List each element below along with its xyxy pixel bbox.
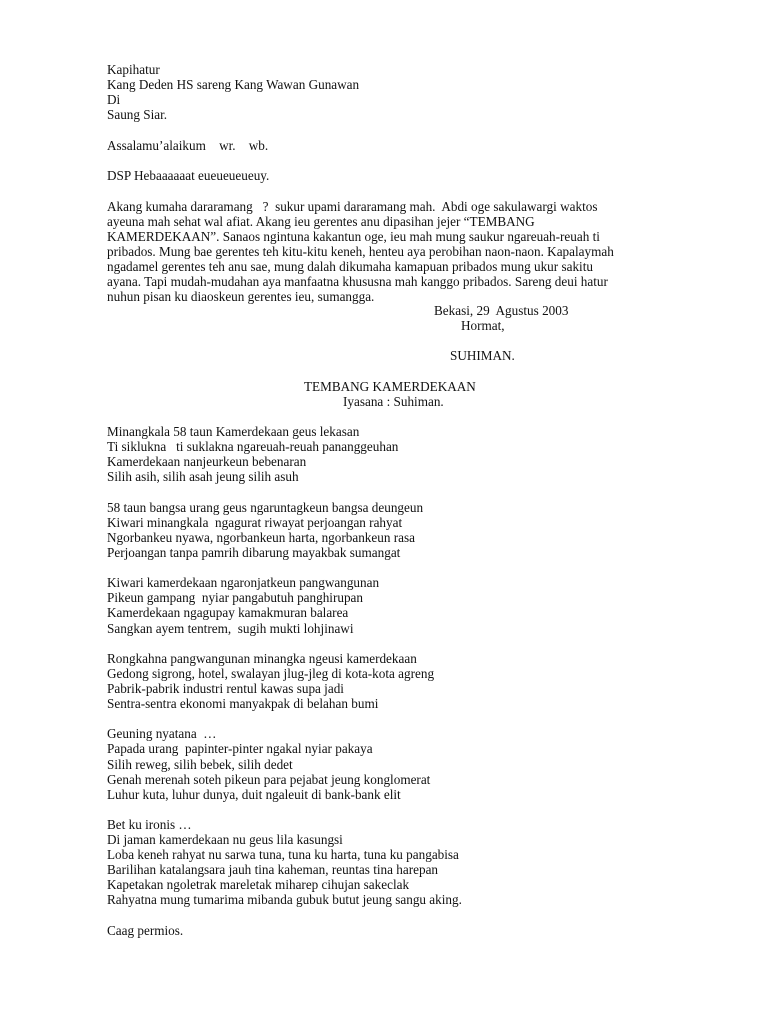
poem-line: Kapetakan ngoletrak mareletak miharep cihujan sakeclak: [107, 877, 410, 892]
poem-line: 58 taun bangsa urang geus ngaruntagkeun bangsa deungeun: [107, 500, 424, 515]
poem-line: Pikeun gampang nyiar pangabutuh panghirupan: [107, 590, 363, 605]
address-line-4: Saung Siar.: [107, 107, 168, 122]
signer-name: SUHIMAN.: [450, 348, 515, 363]
opening-line: DSP Hebaaaaaat eueueueueuy.: [107, 168, 270, 183]
address-line-3: Di: [107, 92, 121, 107]
address-line-1: Kapihatur: [107, 62, 160, 77]
body-line: ngadamel gerentes teh anu sae, mung dalah dikumaha kamapuan pribados mung ukur sakitu: [107, 259, 593, 274]
address-line-2: Kang Deden HS sareng Kang Wawan Gunawan: [107, 77, 360, 92]
poem-line: Luhur kuta, luhur dunya, duit ngaleuit di bank-bank elit: [107, 787, 401, 802]
poem-line: Ngorbankeu nyawa, ngorbankeun harta, ngorbankeun rasa: [107, 530, 415, 545]
poem-title: TEMBANG KAMERDEKAAN: [304, 379, 476, 394]
poem-line: Sentra-sentra ekonomi manyakpak di belahan bumi: [107, 696, 379, 711]
poem-author: Iyasana : Suhiman.: [343, 394, 444, 409]
poem-line: Rongkahna pangwangunan minangka ngeusi kamerdekaan: [107, 651, 417, 666]
poem-line: Minangkala 58 taun Kamerdekaan geus lekasan: [107, 424, 360, 439]
poem-line: Bet ku ironis …: [107, 817, 192, 832]
respect-line: Hormat,: [461, 318, 505, 333]
poem-line: Sangkan ayem tentrem, sugih mukti lohjinawi: [107, 621, 354, 636]
body-line: nuhun pisan ku diaoskeun gerentes ieu, sumangga.: [107, 289, 375, 304]
poem-line: Kamerdekaan ngagupay kamakmuran balarea: [107, 605, 349, 620]
poem-line: Silih asih, silih asah jeung silih asuh: [107, 469, 299, 484]
body-line: pribados. Mung bae gerentes teh kitu-kitu keneh, henteu aya perobihan naon-naon. Kapalaymah: [107, 244, 614, 259]
poem-line: Silih reweg, silih bebek, silih dedet: [107, 757, 293, 772]
poem-line: Kiwari kamerdekaan ngaronjatkeun pangwangunan: [107, 575, 380, 590]
greeting: Assalamu’alaikum wr. wb.: [107, 138, 269, 153]
poem-line: Genah merenah soteh pikeun para pejabat jeung konglomerat: [107, 772, 431, 787]
poem-line: Loba keneh rahyat nu sarwa tuna, tuna ku harta, tuna ku pangabisa: [107, 847, 459, 862]
poem-line: Papada urang papinter-pinter ngakal nyiar pakaya: [107, 741, 373, 756]
poem-line: Kiwari minangkala ngagurat riwayat perjoangan rahyat: [107, 515, 403, 530]
poem-line: Gedong sigrong, hotel, swalayan jlug-jleg di kota-kota agreng: [107, 666, 435, 681]
poem-line: Ti siklukna ti suklakna ngareuah-reuah pananggeuhan: [107, 439, 399, 454]
place-date: Bekasi, 29 Agustus 2003: [434, 303, 569, 318]
poem-line: Di jaman kamerdekaan nu geus lila kasungsi: [107, 832, 343, 847]
body-line: KAMERDEKAAN”. Sanaos ngintuna kakantun oge, ieu mah mung saukur ngareuah-reuah ti: [107, 229, 600, 244]
poem-line: Perjoangan tanpa pamrih dibarung mayakbak sumangat: [107, 545, 401, 560]
body-line: ayeuna mah sehat wal afiat. Akang ieu gerentes anu dipasihan jejer “TEMBANG: [107, 214, 535, 229]
poem-line: Kamerdekaan nanjeurkeun bebenaran: [107, 454, 307, 469]
body-line: Akang kumaha dararamang ? sukur upami dararamang mah. Abdi oge sakulawargi waktos: [107, 199, 598, 214]
poem-line: Rahyatna mung tumarima mibanda gubuk butut jeung sangu aking.: [107, 892, 462, 907]
poem-line: Barilihan katalangsara jauh tina kaheman, reuntas tina harepan: [107, 862, 439, 877]
poem-line: Pabrik-pabrik industri rentul kawas supa jadi: [107, 681, 344, 696]
poem-line: Geuning nyatana …: [107, 726, 217, 741]
body-line: ayana. Tapi mudah-mudahan aya manfaatna khususna mah kanggo pribados. Sareng deui hatur: [107, 274, 608, 289]
closing-line: Caag permios.: [107, 923, 184, 938]
